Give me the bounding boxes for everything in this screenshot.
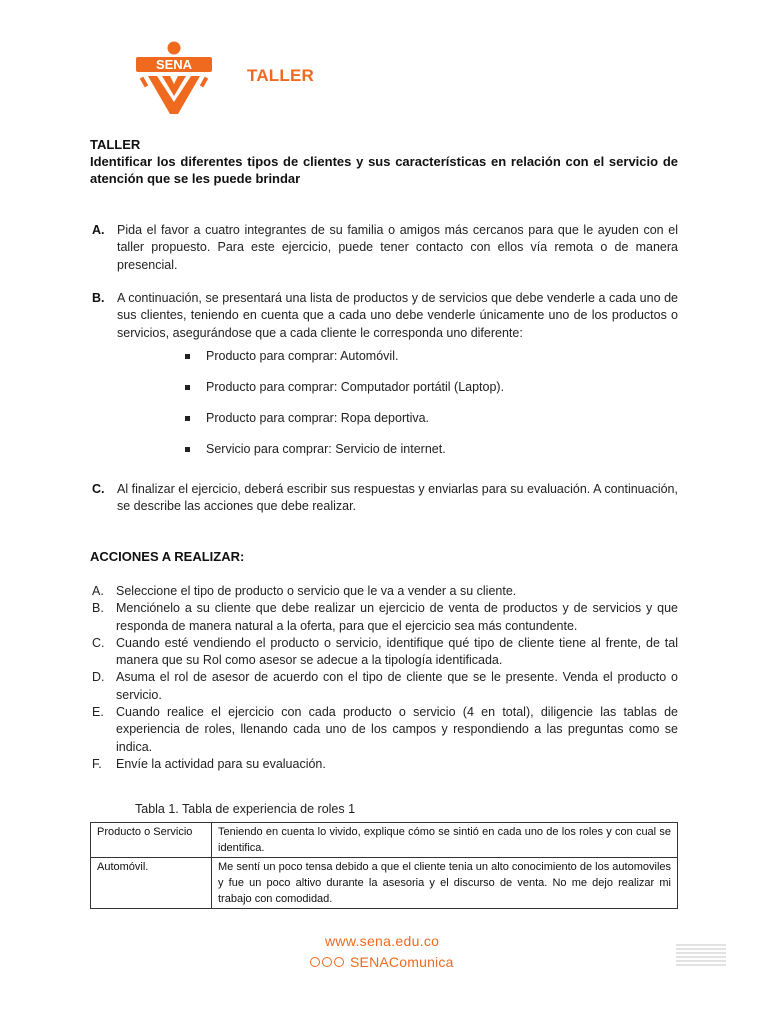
table-caption: Tabla 1. Tabla de experiencia de roles 1 xyxy=(135,802,356,816)
bullet-icon xyxy=(185,416,190,421)
section-c xyxy=(92,481,678,516)
list-item-text: Producto para comprar: Ropa deportiva. xyxy=(206,411,430,425)
table-row xyxy=(91,858,678,909)
action-letter: C. xyxy=(92,635,105,650)
action-letter: B. xyxy=(92,601,104,616)
bullet-icon xyxy=(185,447,190,452)
list-item xyxy=(92,669,678,704)
document-title xyxy=(90,136,678,187)
creative-commons-icon xyxy=(310,957,320,967)
action-text: Cuando esté vendiendo el producto o servicio, identifique qué tipo de cliente tiene al frente, de tal manera que su Rol como asesor se adecue a la tipología identificada. xyxy=(116,635,678,668)
sena-logo xyxy=(134,40,214,118)
page-corner-mark xyxy=(676,944,726,970)
header-title: TALLER xyxy=(247,66,314,85)
actions-heading: ACCIONES A REALIZAR: xyxy=(90,549,245,564)
section-text: Al finalizar el ejercicio, deberá escribir sus respuestas y enviarlas para su evaluación. A continuación, se describe las acciones que debe realizar. xyxy=(117,482,678,514)
section-letter: B. xyxy=(92,291,105,305)
section-letter: A. xyxy=(92,223,105,237)
action-text: Asuma el rol de asesor de acuerdo con el tipo de cliente que se le presente. Venda el producto o servicio. xyxy=(116,670,678,702)
title-line-1: TALLER xyxy=(90,137,141,152)
list-item xyxy=(92,600,678,635)
title-line-2: Identificar los diferentes tipos de clientes y sus características en relación con el servicio de atención que se les puede brindar xyxy=(90,154,678,186)
list-item-text: Servicio para comprar: Servicio de internet. xyxy=(206,442,446,456)
table-cell: Me sentí un poco tensa debido a que el cliente tenia un alto conocimiento de los automoviles y fue un poco altivo durante la asesoria y el discurso de venta. No me dejo realizar mi trabajo con comodidad. xyxy=(212,858,678,909)
action-text: Cuando realice el ejercicio con cada producto o servicio (4 en total), diligencie las tablas de experiencia de roles, llenando cada uno de los campos y respondiendo a las preguntas como se indica. xyxy=(116,705,678,754)
action-letter: D. xyxy=(92,670,105,685)
action-letter: F. xyxy=(92,756,102,771)
section-a xyxy=(92,222,678,274)
action-letter: E. xyxy=(92,705,104,720)
section-letter: C. xyxy=(92,482,105,496)
action-text: Seleccione el tipo de producto o servicio que le va a vender a su cliente. xyxy=(116,584,517,598)
section-b xyxy=(92,290,678,342)
list-item xyxy=(92,756,678,773)
logo-text: SENA xyxy=(155,57,193,72)
roles-table xyxy=(90,822,678,909)
list-item xyxy=(92,635,678,670)
table-cell: Teniendo en cuenta lo vivido, explique cómo se sintió en cada uno de los roles y con cual se identifica. xyxy=(212,823,678,858)
bullet-icon xyxy=(185,385,190,390)
footer-social xyxy=(310,953,454,971)
section-text: Pida el favor a cuatro integrantes de su familia o amigos más cercanos para que le ayuden con el taller propuesto. Para este ejercicio, puede tener contacto con ellos vía remota o de manera presencial. xyxy=(117,223,678,272)
table-cell: Automóvil. xyxy=(91,858,212,909)
table-cell: Producto o Servicio xyxy=(91,823,212,858)
action-text: Envíe la actividad para su evaluación. xyxy=(116,756,326,771)
footer-url[interactable]: www.sena.edu.co xyxy=(325,933,440,949)
attribution-icon xyxy=(322,957,332,967)
actions-list xyxy=(92,583,678,773)
list-item-text: Producto para comprar: Automóvil. xyxy=(206,349,399,363)
action-text: Menciónelo a su cliente que debe realizar un ejercicio de venta de productos y de servicios y que responda de manera natural a la oferta, para que el ejercicio sea más contundente. xyxy=(116,601,678,633)
section-text: A continuación, se presentará una lista de productos y de servicios que debe venderle a cada uno de sus clientes, teniendo en cuenta que a cada uno debe venderle únicamente uno de los productos o servicios, asegurándose que a cada cliente le corresponda uno diferente: xyxy=(117,291,678,340)
list-item xyxy=(92,583,678,600)
table-row xyxy=(91,823,678,858)
list-item-text: Producto para comprar: Computador portátil (Laptop). xyxy=(206,380,505,394)
action-letter: A. xyxy=(92,584,104,598)
social-handle: SENAComunica xyxy=(350,954,454,970)
info-icon xyxy=(334,957,344,967)
list-item xyxy=(92,704,678,756)
bullet-icon xyxy=(185,354,190,359)
